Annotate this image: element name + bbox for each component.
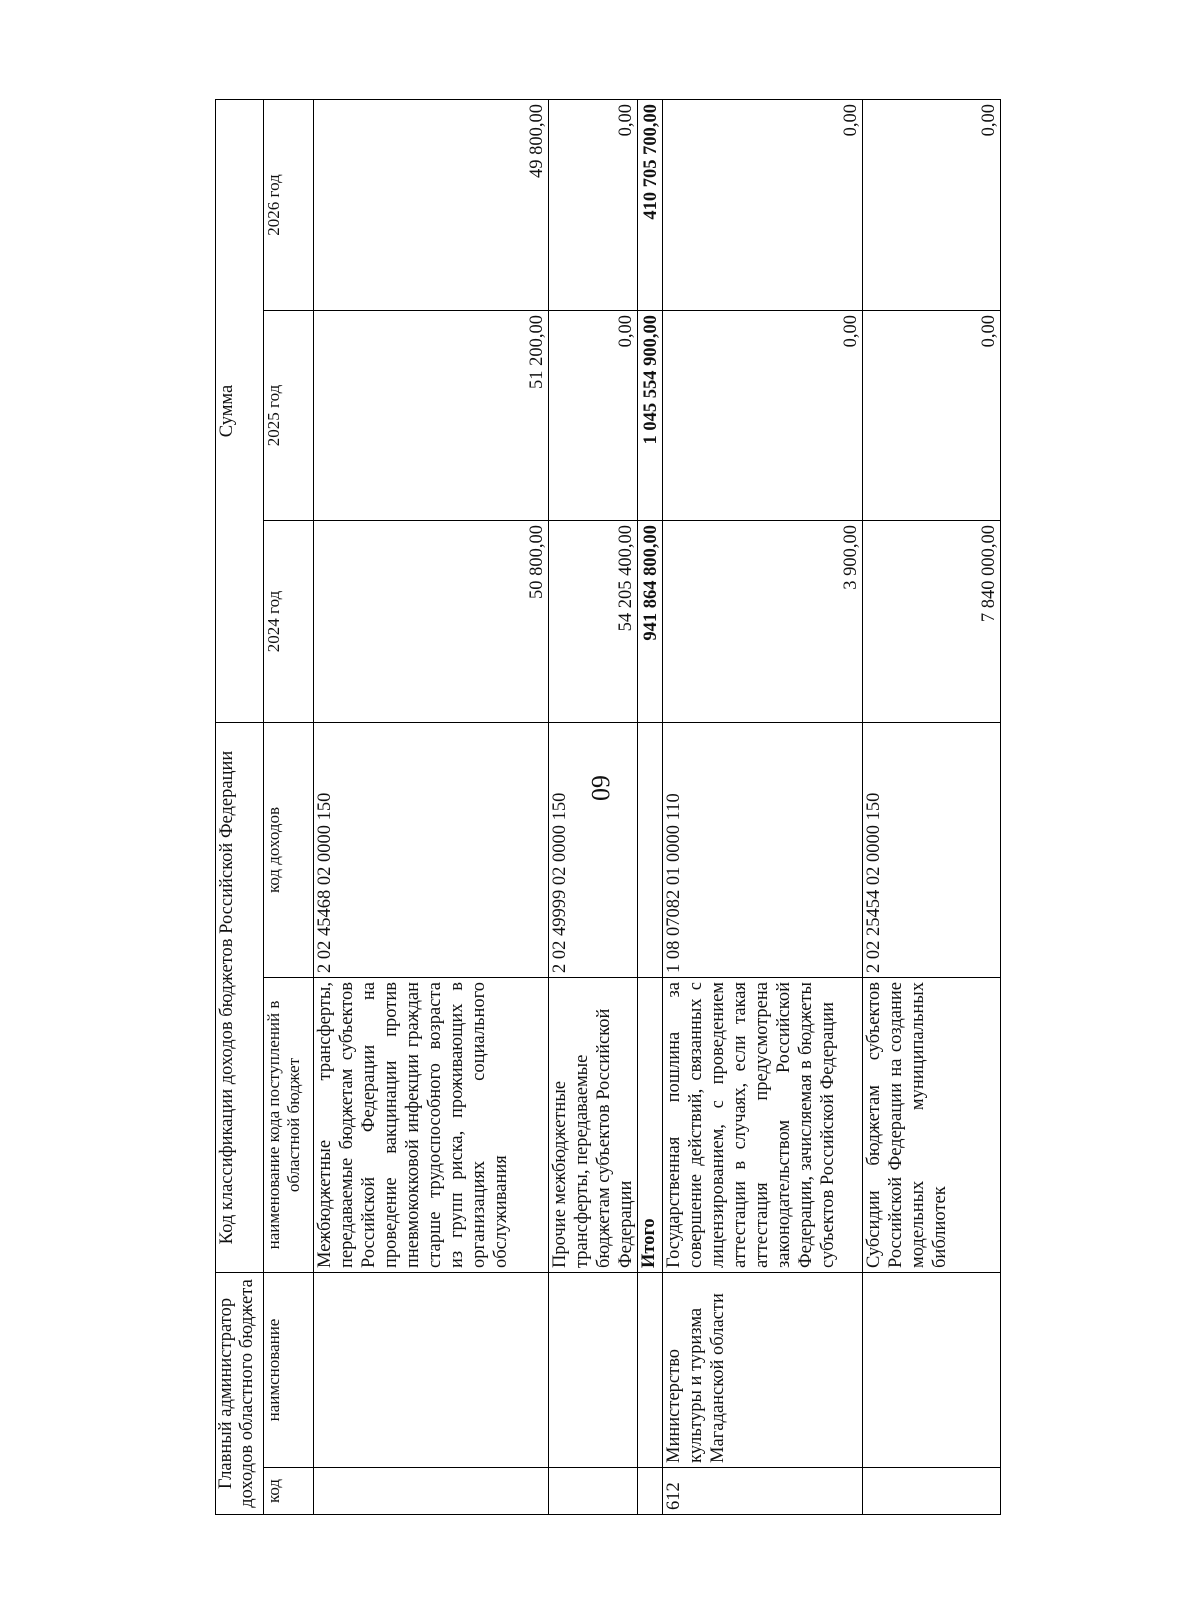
col-2024-header: 2024 год <box>264 521 314 723</box>
row-sum-2025: 1 045 554 900,00 <box>638 311 663 521</box>
table-row <box>863 99 1001 1514</box>
row-income-name: Прочие межбюджетные трансферты, передаваемые бюджетам субъектов Российской Федерации <box>549 978 638 1273</box>
row-income-name: Субсидии бюджетам субъектов Российской Федерации на создание модельных муниципальных библиотек <box>863 978 1001 1273</box>
row-admin <box>549 1273 638 1468</box>
col-2025-header: 2025 год <box>264 311 314 521</box>
row-sum-2024: 941 864 800,00 <box>638 521 663 723</box>
col-income-code-header: код доходов <box>264 723 314 978</box>
table-row <box>549 99 638 1514</box>
row-sum-2024: 54 205 400,00 <box>549 521 638 723</box>
header-row-columns <box>264 99 314 1514</box>
row-code: 612 <box>663 1468 863 1515</box>
row-code <box>314 1468 549 1515</box>
col-2026-header: 2026 год <box>264 99 314 310</box>
row-sum-2026: 49 800,00 <box>314 99 549 310</box>
row-sum-2025: 0,00 <box>663 311 863 521</box>
header-row-groups <box>216 99 264 1514</box>
row-sum-2025: 0,00 <box>863 311 1001 521</box>
classification-group-header: Код классификации доходов бюджетов Российской Федерации <box>216 723 264 1273</box>
row-sum-2024: 3 900,00 <box>663 521 863 723</box>
table-row <box>663 99 863 1514</box>
page-number: 60 <box>586 775 615 801</box>
row-code <box>638 1468 663 1515</box>
row-sum-2026: 0,00 <box>863 99 1001 310</box>
row-sum-2024: 7 840 000,00 <box>863 521 1001 723</box>
row-admin: Министерство культуры и туризма Магаданской области <box>663 1273 863 1468</box>
row-sum-2026: 0,00 <box>549 99 638 310</box>
row-admin <box>314 1273 549 1468</box>
row-income-code: 2 02 25454 02 0000 150 <box>863 723 1001 978</box>
admin-group-header: Главный администратор доходов областного бюджета <box>216 1273 264 1515</box>
row-code <box>549 1468 638 1515</box>
row-admin <box>638 1273 663 1468</box>
row-income-name: Межбюджетные трансферты, передаваемые бюджетам субъектов Российской Федерации на проведение вакцинации против пневмококковой инфекции граждан старше трудоспособного возраста из групп риска, проживающих в организациях социального обслуживания <box>314 978 549 1273</box>
row-income-name: Государственная пошлина за совершение действий, связанных с лицензированием, с проведением аттестации в случаях, если такая аттестация предусмотрена законодательством Российской Федерации, зачисляемая в бюджеты субъектов Российской Федерации <box>663 978 863 1273</box>
col-code-header: код <box>264 1468 314 1515</box>
row-sum-2025: 0,00 <box>549 311 638 521</box>
table-row <box>314 99 549 1514</box>
row-sum-2026: 0,00 <box>663 99 863 310</box>
row-sum-2025: 51 200,00 <box>314 311 549 521</box>
income-classification-table <box>215 99 1001 1515</box>
row-income-code: 2 02 49999 02 0000 150 <box>549 723 638 978</box>
col-income-name-header: наименование кода поступлений в областной бюджет <box>264 978 314 1273</box>
col-name-header: наимснование <box>264 1273 314 1468</box>
total-row <box>638 99 663 1514</box>
rotated-table-container <box>215 100 997 1515</box>
row-income-code: 1 08 07082 01 0000 110 <box>663 723 863 978</box>
row-income-code <box>638 723 663 978</box>
row-admin <box>863 1273 1001 1468</box>
row-code <box>863 1468 1001 1515</box>
row-sum-2026: 410 705 700,00 <box>638 99 663 310</box>
row-income-code: 2 02 45468 02 0000 150 <box>314 723 549 978</box>
sum-group-header: Сумма <box>216 99 264 722</box>
row-income-name: Итого <box>638 978 663 1273</box>
row-sum-2024: 50 800,00 <box>314 521 549 723</box>
